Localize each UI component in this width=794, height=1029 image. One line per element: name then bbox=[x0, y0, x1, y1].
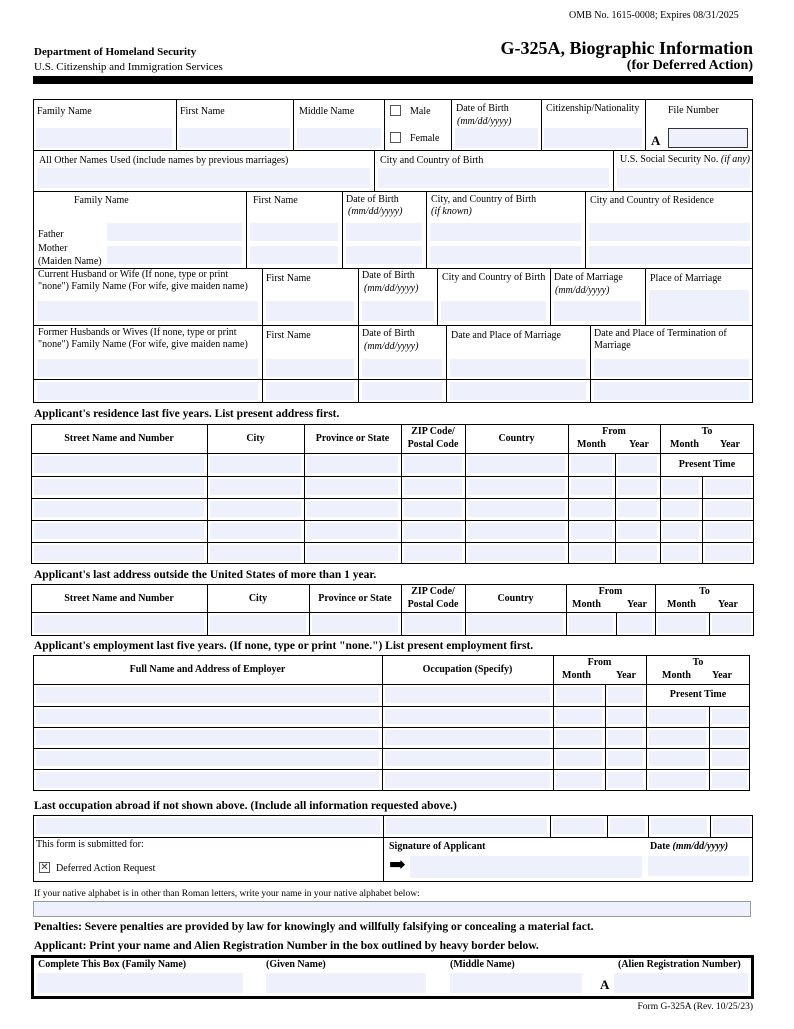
former-dob-format: (mm/dd/yyyy) bbox=[364, 341, 419, 352]
emp-to-month: Month bbox=[662, 670, 691, 681]
agency-name: U.S. Citizenship and Immigration Services bbox=[34, 61, 223, 73]
form-subtitle: (for Deferred Action) bbox=[626, 58, 753, 73]
city-country-birth-label: City and Country of Birth bbox=[380, 155, 484, 166]
ssn-input[interactable] bbox=[617, 168, 750, 188]
res-present-time: Present Time bbox=[678, 459, 736, 470]
res-city-header: City bbox=[246, 433, 265, 444]
spouse-dom-format: (mm/dd/yyyy) bbox=[555, 285, 610, 296]
abroad-to-month: Month bbox=[667, 599, 696, 610]
complete-box-a-prefix: A bbox=[600, 977, 610, 992]
submitted-for-label: This form is submitted for: bbox=[36, 839, 144, 850]
res-to-year: Year bbox=[720, 439, 740, 450]
abroad-to-header: To bbox=[699, 586, 710, 597]
employment-section-title: Applicant's employment last five years. (If none, type or print "none.") List present employment first. bbox=[34, 640, 534, 652]
abroad-zip-header-1: ZIP Code/ bbox=[411, 586, 455, 597]
parents-city-birth-label: City, and Country of Birth bbox=[431, 194, 537, 205]
res-zip-header-1: ZIP Code/ bbox=[411, 426, 455, 437]
abroad-section-title: Applicant's last address outside the United States of more than 1 year. bbox=[34, 569, 377, 581]
former-dob-label: Date of Birth bbox=[362, 328, 415, 339]
arrow-right-icon: ➡ bbox=[389, 854, 406, 876]
abroad-street-header: Street Name and Number bbox=[64, 593, 174, 604]
former-first-name-input-2[interactable] bbox=[266, 382, 354, 400]
former-termination-input-2[interactable] bbox=[594, 382, 749, 400]
former-date-place-input-2[interactable] bbox=[450, 382, 586, 400]
mother-city-residence-input[interactable] bbox=[589, 246, 750, 264]
emp-present-time: Present Time bbox=[669, 689, 727, 700]
spouse-family-name-input[interactable] bbox=[37, 301, 258, 321]
complete-box-given-input[interactable] bbox=[266, 973, 426, 993]
complete-box-middle-input[interactable] bbox=[450, 973, 582, 993]
complete-box-given-label: (Given Name) bbox=[266, 959, 326, 970]
maiden-name-label: (Maiden Name) bbox=[38, 256, 102, 267]
spouse-place-input[interactable] bbox=[649, 290, 749, 321]
former-spouse-label: Former Husbands or Wives (If none, type or print "none") Family Name (For wife, give maiden name) bbox=[38, 327, 248, 350]
former-family-name-input-2[interactable] bbox=[37, 382, 258, 400]
form-title: G-325A, Biographic Information bbox=[500, 38, 753, 58]
former-termination-input-1[interactable] bbox=[594, 359, 749, 377]
former-date-place-input-1[interactable] bbox=[450, 359, 586, 377]
father-dob-input[interactable] bbox=[346, 223, 422, 241]
file-number-label: File Number bbox=[668, 105, 719, 116]
last-occupation-title: Last occupation abroad if not shown above. (Include all information requested above.) bbox=[34, 800, 457, 812]
res-province-header: Province or State bbox=[315, 433, 390, 444]
father-city-birth-input[interactable] bbox=[430, 223, 581, 241]
dob-input[interactable] bbox=[455, 128, 538, 148]
abroad-province-header: Province or State bbox=[318, 593, 392, 604]
spouse-first-name-label: First Name bbox=[266, 273, 311, 284]
parents-dob-format: (mm/dd/yyyy) bbox=[348, 206, 403, 217]
spouse-dob-input[interactable] bbox=[362, 301, 434, 321]
first-name-input[interactable] bbox=[179, 128, 290, 148]
male-label: Male bbox=[410, 106, 431, 117]
spouse-dob-format: (mm/dd/yyyy) bbox=[364, 283, 419, 294]
spouse-dob-label: Date of Birth bbox=[362, 270, 415, 281]
current-spouse-label: Current Husband or Wife (If none, type or print "none") Family Name (For wife, give maiden name) bbox=[38, 269, 248, 292]
parents-dob-label: Date of Birth bbox=[346, 194, 399, 205]
res-from-month: Month bbox=[577, 439, 606, 450]
dob-format: (mm/dd/yyyy) bbox=[457, 116, 512, 127]
a-prefix: A bbox=[651, 133, 661, 148]
signature-label: Signature of Applicant bbox=[389, 841, 486, 852]
abroad-country-header: Country bbox=[497, 593, 534, 604]
residence-section-title: Applicant's residence last five years. List present address first. bbox=[34, 408, 340, 420]
former-first-name-label: First Name bbox=[266, 330, 311, 341]
first-name-label: First Name bbox=[180, 106, 225, 117]
ssn-label: U.S. Social Security No. (if any) bbox=[620, 154, 750, 165]
mother-city-birth-input[interactable] bbox=[430, 246, 581, 264]
complete-box-alien-input[interactable] bbox=[614, 973, 748, 993]
emp-to-year: Year bbox=[712, 670, 732, 681]
family-name-label: Family Name bbox=[37, 106, 92, 117]
dob-label: Date of Birth bbox=[456, 103, 509, 114]
applicant-print-instruction: Applicant: Print your name and Alien Registration Number in the box outlined by heavy border below. bbox=[34, 940, 539, 952]
emp-from-month: Month bbox=[562, 670, 591, 681]
spouse-first-name-input[interactable] bbox=[266, 301, 354, 321]
signature-date-input[interactable] bbox=[648, 856, 749, 876]
father-label: Father bbox=[38, 229, 64, 240]
footer-form-number: Form G-325A (Rev. 10/25/23) bbox=[637, 1002, 753, 1012]
complete-box-middle-label: (Middle Name) bbox=[450, 959, 515, 970]
abroad-city-header: City bbox=[248, 593, 268, 604]
complete-box-alien-label: (Alien Registration Number) bbox=[618, 959, 741, 970]
abroad-from-month: Month bbox=[572, 599, 601, 610]
complete-box-family-label: Complete This Box (Family Name) bbox=[38, 959, 187, 970]
parents-city-residence-label: City and Country of Residence bbox=[590, 195, 714, 206]
former-termination-label: Date and Place of Termination of Marriage bbox=[594, 328, 727, 351]
employer-header: Full Name and Address of Employer bbox=[129, 664, 286, 675]
res-to-header: To bbox=[701, 426, 713, 437]
spouse-city-birth-input[interactable] bbox=[441, 301, 546, 321]
deferred-action-checkbox[interactable]: ✕ bbox=[40, 862, 49, 873]
parents-family-name-label: Family Name bbox=[74, 195, 129, 206]
father-family-name-input[interactable] bbox=[107, 223, 242, 241]
parents-first-name-label: First Name bbox=[253, 195, 298, 206]
res-zip-header-2: Postal Code bbox=[407, 439, 459, 450]
complete-box-family-input[interactable] bbox=[37, 973, 243, 993]
spouse-dom-input[interactable] bbox=[554, 301, 641, 321]
res-to-month: Month bbox=[670, 439, 699, 450]
citizenship-label: Citizenship/Nationality bbox=[546, 103, 640, 114]
middle-name-input[interactable] bbox=[297, 128, 381, 148]
female-label: Female bbox=[410, 133, 440, 144]
former-date-place-label: Date and Place of Marriage bbox=[451, 330, 561, 341]
signature-input[interactable] bbox=[410, 856, 642, 878]
former-dob-input-2[interactable] bbox=[362, 382, 442, 400]
father-city-residence-input[interactable] bbox=[589, 223, 750, 241]
native-alphabet-label: If your native alphabet is in other than Roman letters, write your name in your native alphabet below: bbox=[34, 889, 420, 899]
citizenship-input[interactable] bbox=[544, 128, 642, 148]
mother-first-name-input[interactable] bbox=[250, 246, 338, 264]
emp-from-year: Year bbox=[616, 670, 636, 681]
spouse-city-birth-label: City and Country of Birth bbox=[442, 272, 546, 283]
res-country-header: Country bbox=[498, 433, 535, 444]
parents-city-birth-note: (if known) bbox=[431, 206, 472, 217]
mother-label: Mother bbox=[38, 243, 68, 254]
penalties-text: Penalties: Severe penalties are provided by law for knowingly and willfully falsifying or concealing a material fact. bbox=[34, 921, 594, 933]
deferred-action-label: Deferred Action Request bbox=[56, 863, 156, 874]
mother-family-name-input[interactable] bbox=[107, 246, 242, 264]
emp-from-header: From bbox=[587, 657, 612, 668]
abroad-from-header: From bbox=[598, 586, 623, 597]
mother-dob-input[interactable] bbox=[346, 246, 422, 264]
omb-number: OMB No. 1615-0008; Expires 08/31/2025 bbox=[569, 10, 739, 21]
former-family-name-input-1[interactable] bbox=[37, 359, 258, 377]
native-alphabet-input[interactable] bbox=[33, 901, 751, 917]
emp-to-header: To bbox=[692, 657, 704, 668]
abroad-to-year: Year bbox=[718, 599, 738, 610]
spouse-place-label: Place of Marriage bbox=[650, 273, 722, 284]
file-number-input[interactable] bbox=[668, 128, 748, 148]
date-label: Date (mm/dd/yyyy) bbox=[650, 841, 729, 852]
female-checkbox[interactable] bbox=[390, 132, 401, 143]
res-from-year: Year bbox=[629, 439, 649, 450]
occupation-header: Occupation (Specify) bbox=[422, 664, 513, 675]
male-checkbox[interactable] bbox=[390, 105, 401, 116]
former-first-name-input-1[interactable] bbox=[266, 359, 354, 377]
city-country-birth-input[interactable] bbox=[378, 168, 609, 188]
middle-name-label: Middle Name bbox=[299, 106, 355, 117]
family-name-input[interactable] bbox=[36, 128, 172, 148]
header-rule bbox=[33, 76, 753, 84]
abroad-from-year: Year bbox=[627, 599, 647, 610]
department-name: Department of Homeland Security bbox=[34, 46, 197, 58]
father-first-name-input[interactable] bbox=[250, 223, 338, 241]
abroad-zip-header-2: Postal Code bbox=[407, 599, 459, 610]
other-names-input[interactable] bbox=[37, 168, 370, 188]
res-from-header: From bbox=[602, 426, 626, 437]
spouse-dom-label: Date of Marriage bbox=[554, 272, 623, 283]
former-dob-input-1[interactable] bbox=[362, 359, 442, 377]
res-street-header: Street Name and Number bbox=[64, 433, 174, 444]
other-names-label: All Other Names Used (include names by previous marriages) bbox=[39, 155, 289, 166]
